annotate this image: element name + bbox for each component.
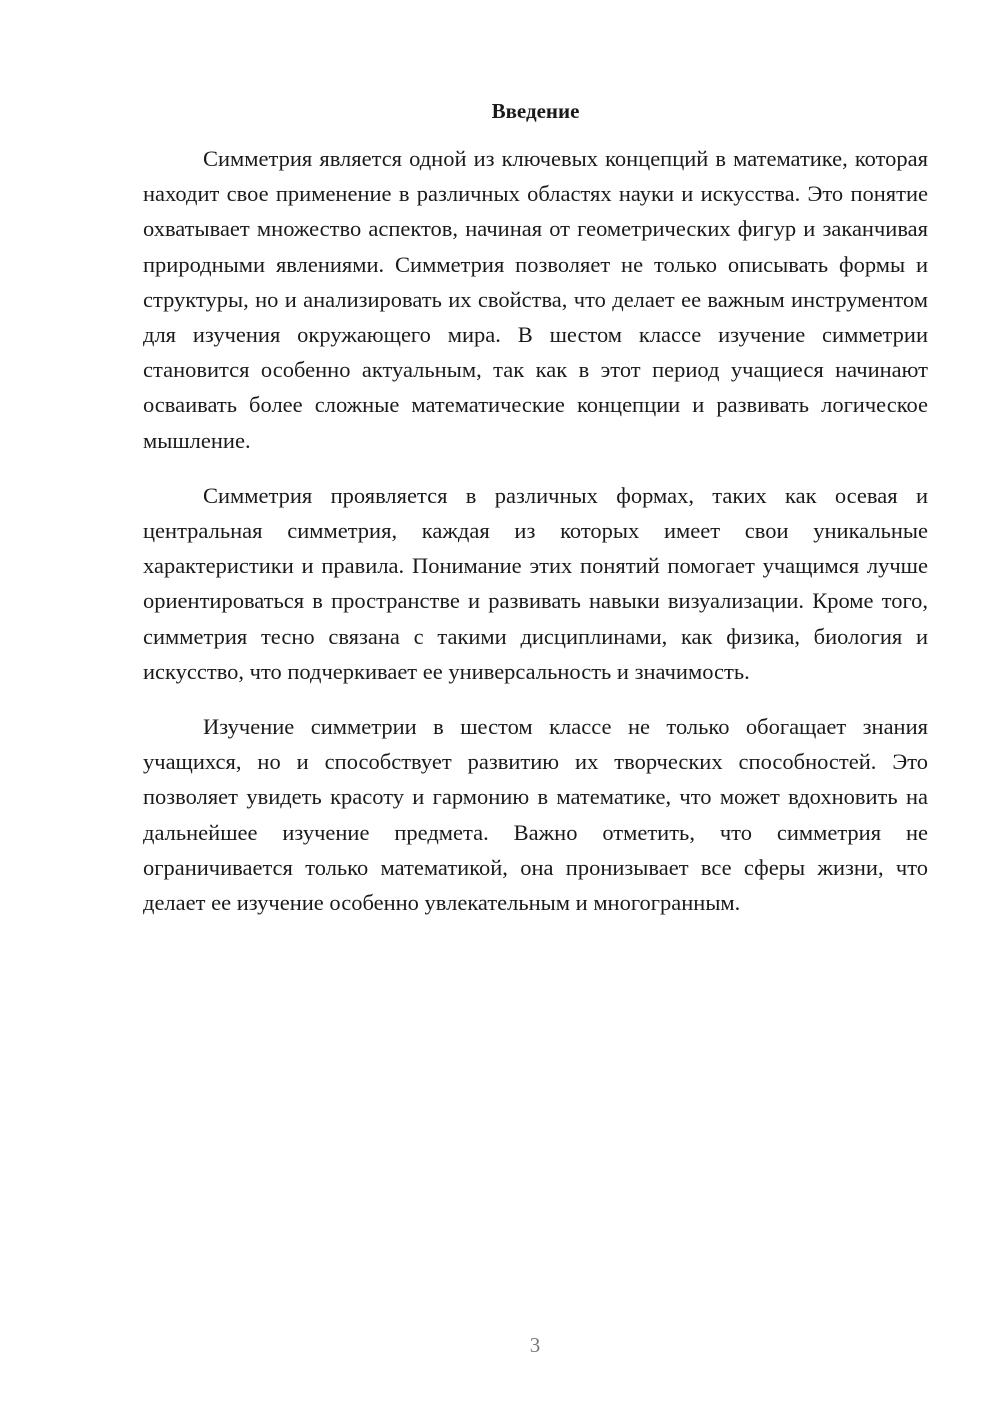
- paragraph-1: Симметрия является одной из ключевых концепций в математике, которая находит свое применение в различных областях науки и искусства. Это понятие охватывает множество аспектов, начиная от геометрических фигур и заканчивая природными явлениями. Симметрия позволяет не только описывать формы и структуры, но и анализировать их свойства, что делает ее важным инструментом для изучения окружающего мира. В шестом классе изучение симметрии становится особенно актуальным, так как в этот период учащиеся начинают осваивать более сложные математические концепции и развивать логическое мышление.: [143, 146, 928, 453]
- paragraph-2: Симметрия проявляется в различных формах, таких как осевая и центральная симметрия, каждая из которых имеет свои уникальные характеристики и правила. Понимание этих понятий помогает учащимся лучше ориентироваться в пространстве и развивать навыки визуализации. Кроме того, симметрия тесно связана с такими дисциплинами, как физика, биология и искусство, что подчеркивает ее универсальность и значимость.: [143, 482, 928, 684]
- paragraph-3: Изучение симметрии в шестом классе не только обогащает знания учащихся, но и способствует развитию их творческих способностей. Это позволяет увидеть красоту и гармонию в математике, что может вдохновить на дальнейшее изучение предмета. Важно отметить, что симметрия не ограничивается только математикой, она пронизывает все сферы жизни, что делает ее изучение особенно увлекательным и многогранным.: [143, 714, 928, 916]
- page-number: 3: [529, 1333, 541, 1357]
- section-heading: Введение: [491, 99, 580, 123]
- body-text: [143, 141, 928, 940]
